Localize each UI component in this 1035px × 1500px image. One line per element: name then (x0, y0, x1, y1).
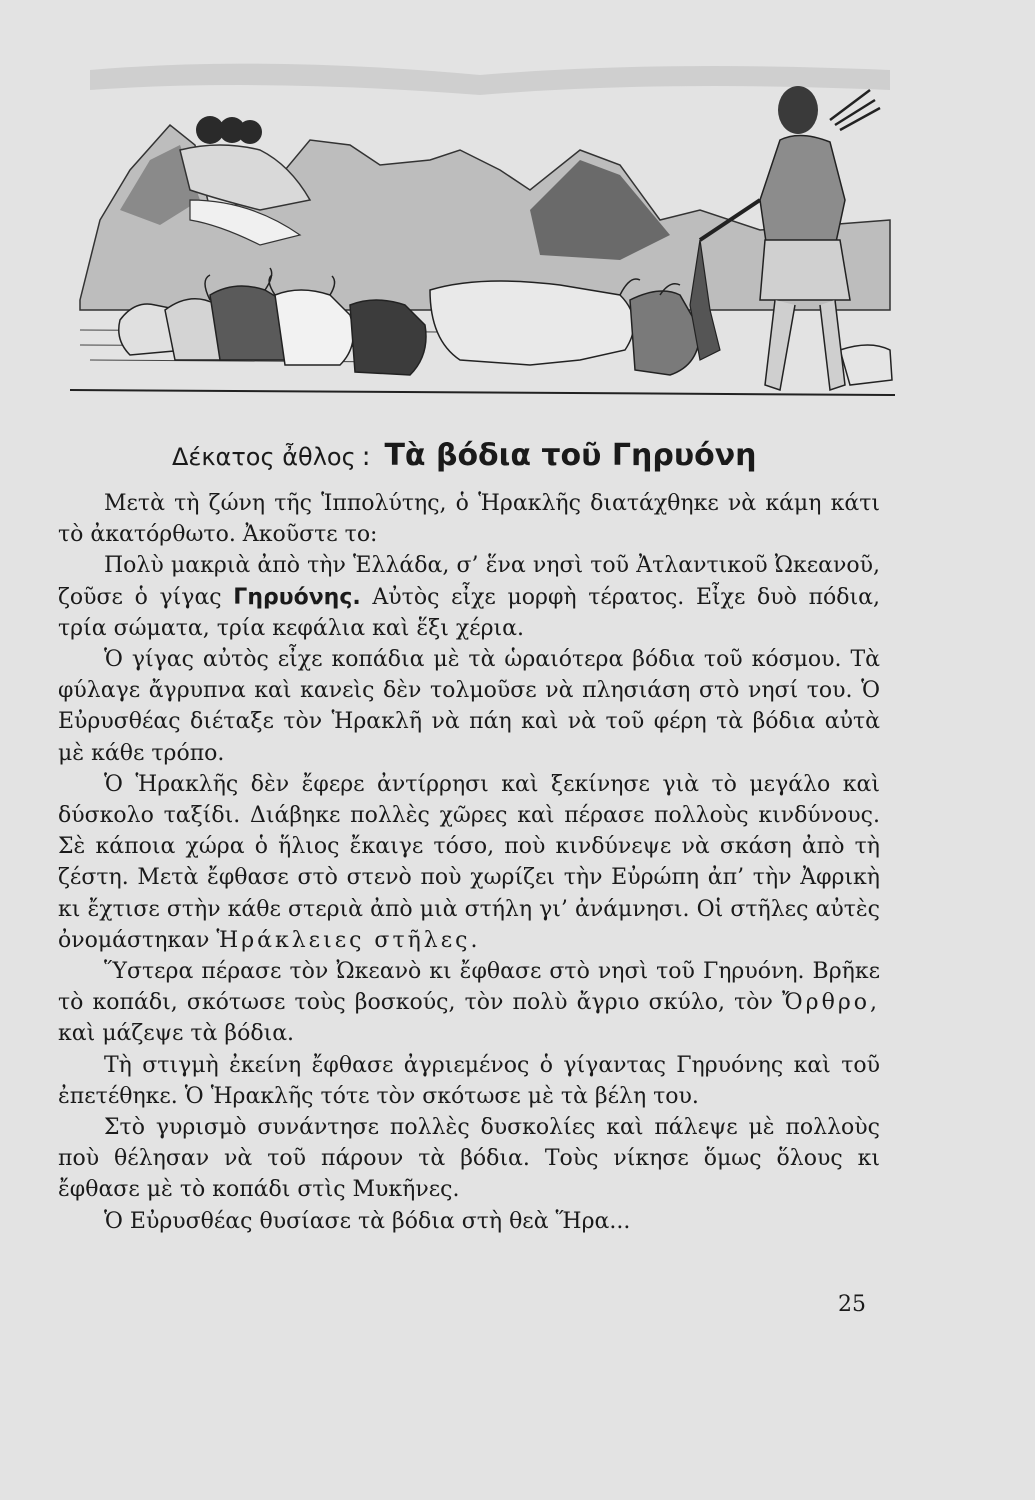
paragraph-8: Ὁ Εὐρυσθέας θυσίασε τὰ βόδια στὴ θεὰ Ἥρα... (104, 1208, 631, 1234)
heading-colon: : (361, 442, 371, 472)
paragraph-2-start: Πολὺ μακριὰ ἀπὸ τὴν Ἑλλάδα, σ’ ἕνα νησὶ τοῦ Ἀτλαντικοῦ Ὠκεανοῦ, ζοῦσε ὁ γίγας (58, 553, 880, 610)
paragraph-1: Μετὰ τὴ ζώνη τῆς Ἱππολύτης, ὁ Ἡρακλῆς διατάχθηκε νὰ κάμη κάτι τὸ ἀκατόρθωτο. Ἀκοῦστε το: (58, 491, 880, 548)
paragraph-5-end: καὶ μάζεψε τὰ βόδια. (58, 1021, 295, 1047)
paragraph-3: Ὁ γίγας αὐτὸς εἶχε κοπάδια μὲ τὰ ὡραιότερα βόδια τοῦ κόσμου. Τὰ φύλαγε ἄγρυπνα καὶ κανεὶς δὲν τολμοῦσε νὰ πλησιάση στὸ νησί του. Ὁ Εὐρυσθέας διέταξε τὸν Ἡρακλῆ νὰ πάη καὶ νὰ τοῦ φέρη τὰ βόδια αὐτὰ μὲ κάθε τρόπο. (58, 647, 880, 766)
heracles-cattle-illustration (60, 50, 900, 400)
heracles-pillars: Ἡράκλειες στῆλες. (216, 927, 481, 953)
heading-title: Τὰ βόδια τοῦ Γηρυόνη (384, 438, 757, 473)
paragraph-5 (58, 956, 880, 1050)
giant-name: Γηρυόνης. (233, 584, 361, 610)
paragraph-2 (58, 550, 880, 644)
paragraph-2-end: Αὐτὸς εἶχε μορφὴ τέρατος. Εἶχε δυὸ πόδια, τρία σώματα, τρία κεφάλια καὶ ἕξι χέρια. (58, 584, 880, 641)
paragraph-7: Στὸ γυρισμὸ συνάντησε πολλὲς δυσκολίες καὶ πάλεψε μὲ πολλοὺς ποὺ θέλησαν νὰ τοῦ πάρουν τὰ βόδια. Τοὺς νίκησε ὅμως ὅλους κι ἔφθασε μὲ τὸ κοπάδι στὶς Μυκῆνες. (58, 1115, 880, 1203)
chapter-heading (172, 438, 892, 488)
heading-lead: Δέκατος ἆθλος (172, 443, 356, 471)
story-text (58, 488, 880, 1237)
dog-name: Ὄρθρο, (782, 990, 880, 1016)
page-number: 25 (838, 1292, 866, 1317)
paragraph-5-start: Ὕστερα πέρασε τὸν Ὠκεανὸ κι ἔφθασε στὸ νησὶ τοῦ Γηρυόνη. Βρῆκε τὸ κοπάδι, σκότωσε τοὺς βοσκούς, τὸν πολὺ ἄγριο σκύλο, τὸν (58, 959, 880, 1016)
paragraph-4-start: Ὁ Ἡρακλῆς δὲν ἔφερε ἀντίρρησι καὶ ξεκίνησε γιὰ τὸ μεγάλο καὶ δύσκολο ταξίδι. Διάβηκε πολλὲς χῶρες καὶ πέρασε πολλοὺς κινδύνους. Σὲ κάποια χώρα ὁ ἥλιος ἔκαιγε τόσο, ποὺ κινδύνεψε νὰ σκάση ἀπὸ τὴ ζέστη. Μετὰ ἔφθασε στὸ στενὸ ποὺ χωρίζει τὴν Εὐρώπη ἀπ’ τὴν Ἀφρικὴ κι ἔχτισε στὴν κάθε στεριὰ ἀπὸ μιὰ στήλη γι’ ἀνάμνησι. Οἱ στῆλες αὐτὲς ὀνομάστηκαν (58, 771, 880, 953)
paragraph-4 (58, 769, 880, 956)
paragraph-6: Τὴ στιγμὴ ἐκείνη ἔφθασε ἀγριεμένος ὁ γίγαντας Γηρυόνης καὶ τοῦ ἐπετέθηκε. Ὁ Ἡρακλῆς τότε τὸν σκότωσε μὲ τὰ βέλη του. (58, 1052, 880, 1109)
